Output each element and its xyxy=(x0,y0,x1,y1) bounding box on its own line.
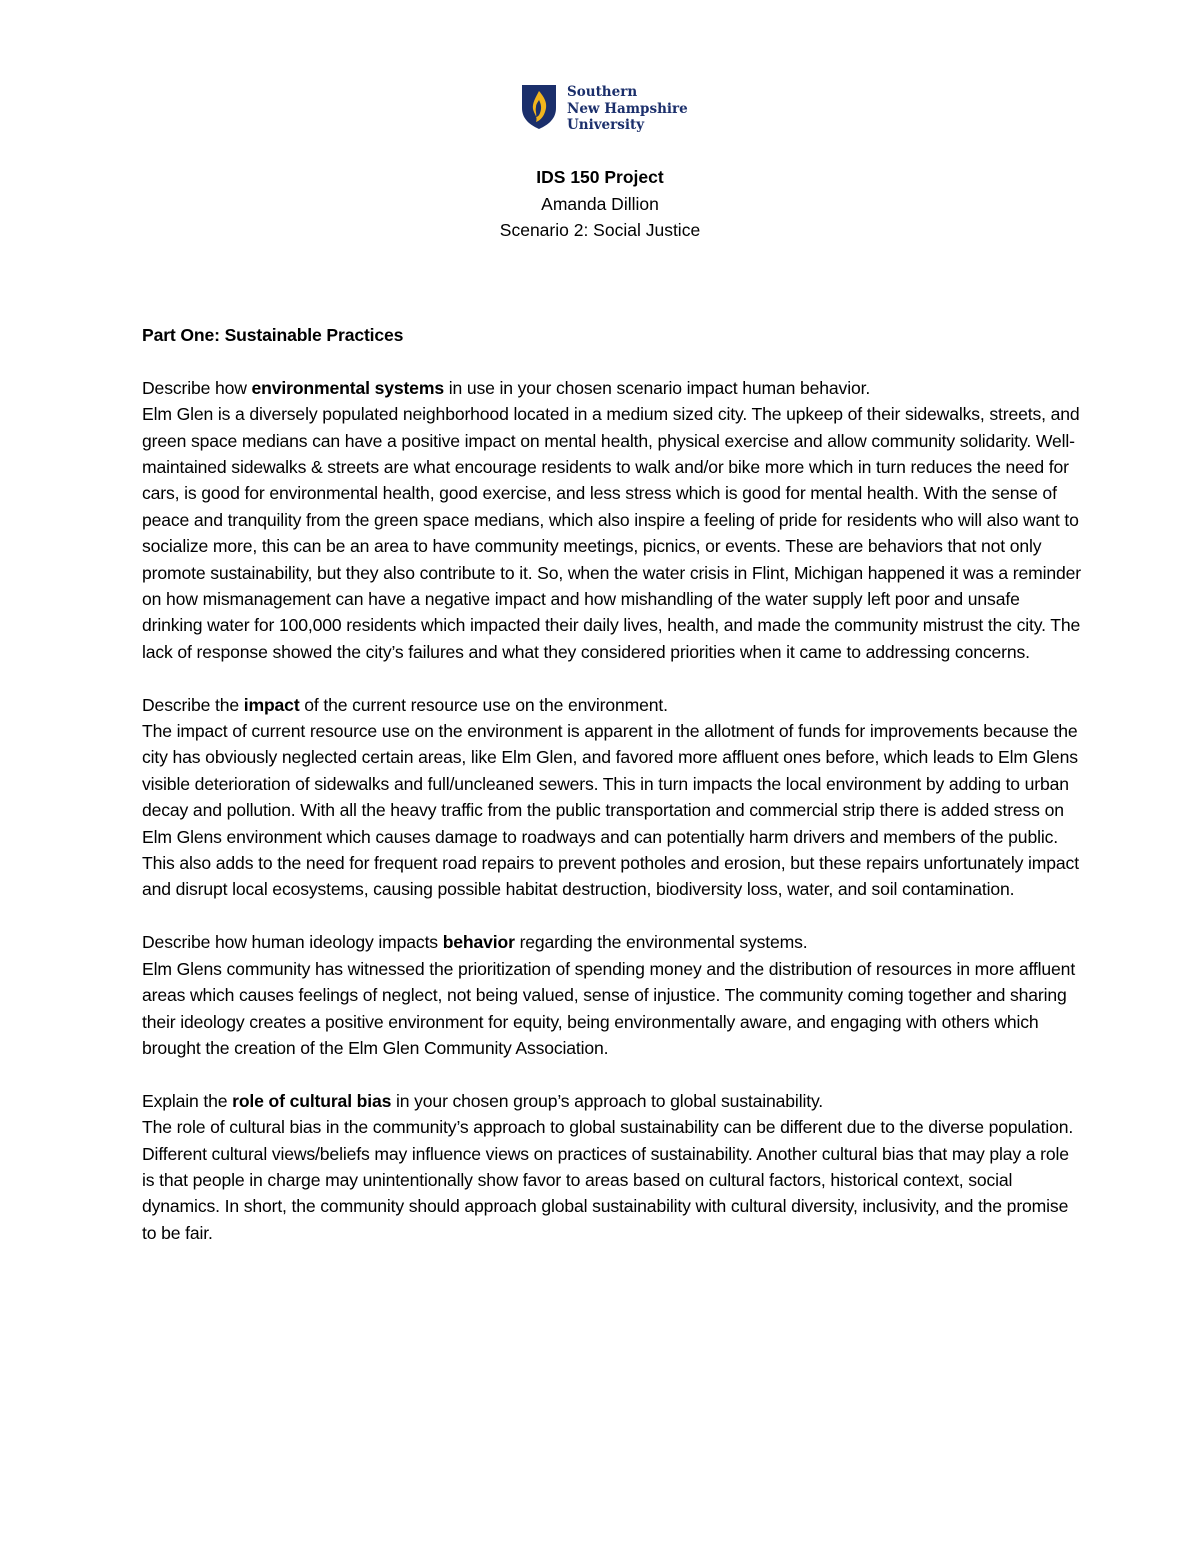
answer-paragraph: Elm Glen is a diversely populated neighborhood located in a medium sized city. The upkeep of their sidewalks, streets, and green space medians can have a positive impact on mental health, physical exercise and allow community solidarity. Well-maintained sidewalks & streets are what encourage residents to walk and/or bike more which in turn reduces the need for cars, is good for environmental health, good exercise, and less stress which is good for mental health. With the sense of peace and tranquility from the green space medians, which also inspire a feeling of pride for residents who will also want to socialize more, this can be an area to have community meetings, picnics, or events. These are behaviors that not only promote sustainability, but they also contribute to it. So, when the water crisis in Flint, Michigan happened it was a reminder on how mismanagement can have a negative impact and how mishandling of the water supply left poor and unsafe drinking water for 100,000 residents which impacted their daily lives, health, and made the community mistrust the city. The lack of response showed the city’s failures and what they considered priorities when it came to addressing concerns. xyxy=(142,404,1081,662)
logo-wordmark xyxy=(567,84,688,134)
answer-paragraph: Elm Glens community has witnessed the prioritization of spending money and the distribution of resources in more affluent areas which causes feelings of neglect, not being valued, sense of injustice. The community coming together and sharing their ideology creates a positive environment for equity, being environmentally aware, and engaging with others which brought the creation of the Elm Glen Community Association. xyxy=(142,958,1076,1058)
question-block xyxy=(142,375,1082,665)
question-prompt: Describe how human ideology impacts behavior regarding the environmental systems. xyxy=(142,932,808,953)
question-block xyxy=(142,1088,1082,1246)
question-block xyxy=(142,692,1082,903)
document-title: IDS 150 Project xyxy=(536,167,664,187)
snhu-shield-flame-icon xyxy=(521,84,557,130)
question-block xyxy=(142,929,1082,1061)
question-prompt: Describe the impact of the current resource use on the environment. xyxy=(142,694,668,715)
section-heading: Part One: Sustainable Practices xyxy=(142,325,404,345)
logo-line: New Hampshire xyxy=(567,100,688,117)
document-body xyxy=(142,322,1082,1246)
answer-paragraph: The role of cultural bias in the community’s approach to global sustainability can be different due to the diverse population. Different cultural views/beliefs may influence views on practices of sustainability. Another cultural bias that may play a role is that people in charge may unintentionally show favor to areas based on cultural factors, historical context, social dynamics. In short, the community should approach global sustainability with cultural diversity, inclusivity, and the promise to be fair. xyxy=(142,1117,1074,1243)
question-keyword: behavior xyxy=(442,932,515,953)
logo-line: University xyxy=(567,117,645,133)
question-keyword: environmental systems xyxy=(251,377,444,398)
answer-paragraph: The impact of current resource use on the environment is apparent in the allotment of funds for improvements because the city has obviously neglected certain areas, like Elm Glen, and favored more affluent ones before, which leads to Elm Glens visible deterioration of sidewalks and full/uncleaned sewers. This in turn impacts the local environment by adding to urban decay and pollution. With all the heavy traffic from the public transportation and commercial strip there is added stress on Elm Glens environment which causes damage to roadways and can potentially harm drivers and members of the public. This also adds to the need for frequent road repairs to prevent potholes and erosion, but these repairs unfortunately impact and disrupt local ecosystems, causing possible habitat destruction, biodiversity loss, water, and soil contamination. xyxy=(142,721,1079,900)
author-name: Amanda Dillion xyxy=(541,193,659,214)
question-keyword: impact xyxy=(243,694,300,715)
scenario-label: Scenario 2: Social Justice xyxy=(499,220,701,240)
university-logo xyxy=(521,84,691,132)
logo-line: Southern xyxy=(567,84,638,100)
question-prompt: Explain the role of cultural bias in your chosen group’s approach to global sustainability. xyxy=(142,1090,824,1111)
question-keyword: role of cultural bias xyxy=(232,1090,392,1111)
document-header xyxy=(0,164,1200,244)
question-prompt: Describe how environmental systems in use in your chosen scenario impact human behavior. xyxy=(142,377,871,398)
